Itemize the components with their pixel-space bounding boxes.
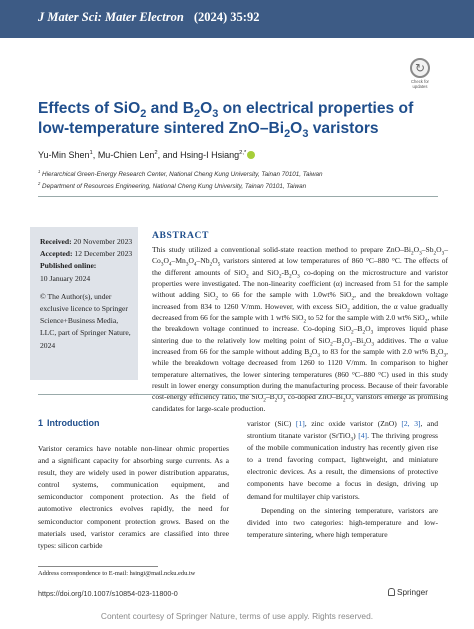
affiliation: $^1$ Hierarchical Green-Energy Research Center, National Cheng Kung University, Tainan 70101, Taiwan xyxy=(38,168,323,178)
intro-right-paragraph-2: Depending on the sintering temperature, varistors are divided into two categories: high-temperature and low-temperature sintering, where high temperature xyxy=(247,505,438,539)
journal-header-bar xyxy=(0,0,474,38)
doi-link[interactable]: https://doi.org/10.1007/s10854-023-11800-0 xyxy=(38,589,178,598)
springer-horse-icon xyxy=(388,588,395,596)
journal-name: J Mater Sci: Mater Electron (2024) 35:92 xyxy=(38,10,260,24)
author-name: Mu-Chien Len xyxy=(97,150,155,160)
abstract-heading: ABSTRACT xyxy=(152,230,210,241)
divider xyxy=(38,196,438,197)
correspondence-footnote: Address correspondence to E-mail: hsingi@mail.ncku.edu.tw xyxy=(38,570,196,577)
published-date-label: Published online: xyxy=(40,261,97,271)
publication-dates-box xyxy=(30,227,138,380)
check-for-updates-badge[interactable] xyxy=(404,58,436,88)
intro-left-column-text: Varistor ceramics have notable non-linear ohmic properties and a significant capacity for absorbing surge currents. As a result, they are widely used in power distribution apparatus, control systems, communication equipment, and semiconductor component protection. As the field of automotive electronics evolves rapidly, the need for semiconductor component protection grows. Based on the materials used, varistor ceramics are classified into three types: silicon carbide xyxy=(38,444,229,550)
author-name: Yu-Min Shen xyxy=(38,150,90,160)
section-heading-introduction: 1 Introduction xyxy=(38,418,100,428)
author-name: Hsing-I Hsiang xyxy=(180,150,240,160)
citation-link[interactable]: [4] xyxy=(358,431,368,441)
check-for-updates-label: Check for updates xyxy=(411,79,429,89)
intro-right-column xyxy=(247,418,438,541)
journal-volume: (2024) 35:92 xyxy=(193,10,260,24)
copyright-notice: © The Author(s), under exclusive licence to Springer Science+Business Media, LLC, part of Springer Nature, 2024 xyxy=(40,291,131,350)
published-date: 10 January 2024 xyxy=(40,273,91,283)
courtesy-notice: Content courtesy of Springer Nature, terms of use apply. Rights reserved. xyxy=(100,611,374,621)
citation-link[interactable]: [2, 3] xyxy=(401,419,421,428)
publisher-logo: Springer xyxy=(388,588,428,597)
intro-right-paragraph: varistor (SiC) [1], zinc oxide varistor (ZnO) [2, 3], and strontium titanate varistor (SrTiO$_3$) [4]. The thriving progress of the mobile communication industry has recently given rise to a trend favoring compact, lightweight, and miniature electronic devices. As a result, the dimensions of protective components have become a focus in design, driving up demand for multilayer chip varistors. xyxy=(247,419,439,501)
check-for-updates-icon: ↻ xyxy=(410,58,430,78)
footnote-divider xyxy=(38,566,158,567)
article-title: Effects of SiO$_2$ and $B_2O_3$ on electrical properties of low-temperature sintered ZnO–$Bi_2O_3$ varistors xyxy=(38,100,414,141)
accepted-date: Accepted: 12 December 2023 xyxy=(40,249,133,259)
citation-link[interactable]: [1] xyxy=(295,419,305,428)
affiliation: $^2$ Department of Resources Engineering, National Cheng Kung University, Tainan 70101, Taiwan xyxy=(38,180,307,190)
author-list: Yu-Min Shen$^1$, Mu-Chien Len$^2$, and Hsing-I Hsiang$^{2,*}$ xyxy=(38,150,255,160)
abstract-text: This study utilized a conventional solid-state reaction method to prepare ZnO–$Bi_2O_3-Sb_2O_3-Co_3O_4-Mn_3O_4-Nb_2O_5$ varistors sintered at low temperatures of 860 °C–880 °C. The effects of the different amounts of SiO$_2$ and $SiO_2-B_2O_3$ co-doping on the microstructure and varistor properties were investigated. The non-linearity coefficient (α) increased from 51 for the sample without adding SiO$_2$ to 66 for the sample with 1.0wt% SiO$_2$, and the breakdown voltage increased from 834 to 1260 V/mm. However, with excess SiO$_2$ addition, the α value gradually decreased from 66 for the sample with 1 wt% SiO$_2$ to 52 for the sample with 2.0 wt% SiO$_2$, while the breakdown voltage continued to increase. Co-doping $SiO_2-B_2O_3$ improves liquid phase sintering due to the relatively low melting point of $SiO_2-B_2O_3-Bi_2O_3$ additives. The α value increased from 66 for the sample without adding $B_2O_3$ to 83 for the sample with 2.0 wt% $B_2O_3$, while the breakdown voltage decreased from 1260 to 1120 V/mm. In comparison to higher temperature alternatives, the lower sintering temperatures (860 °C–880 °C) used in this study result in lower energy consumption during the manufacturing process. Because of their favorable cost-energy efficiency ratio, the $SiO_2-B_2O_3$ co-doped ZnO–$Bi_2O_3$ varistors emerge as promising candidates for large-scale production. xyxy=(152,245,449,413)
divider xyxy=(38,394,438,395)
received-date: Received: 20 November 2023 xyxy=(40,237,133,246)
orcid-icon[interactable] xyxy=(247,151,255,159)
